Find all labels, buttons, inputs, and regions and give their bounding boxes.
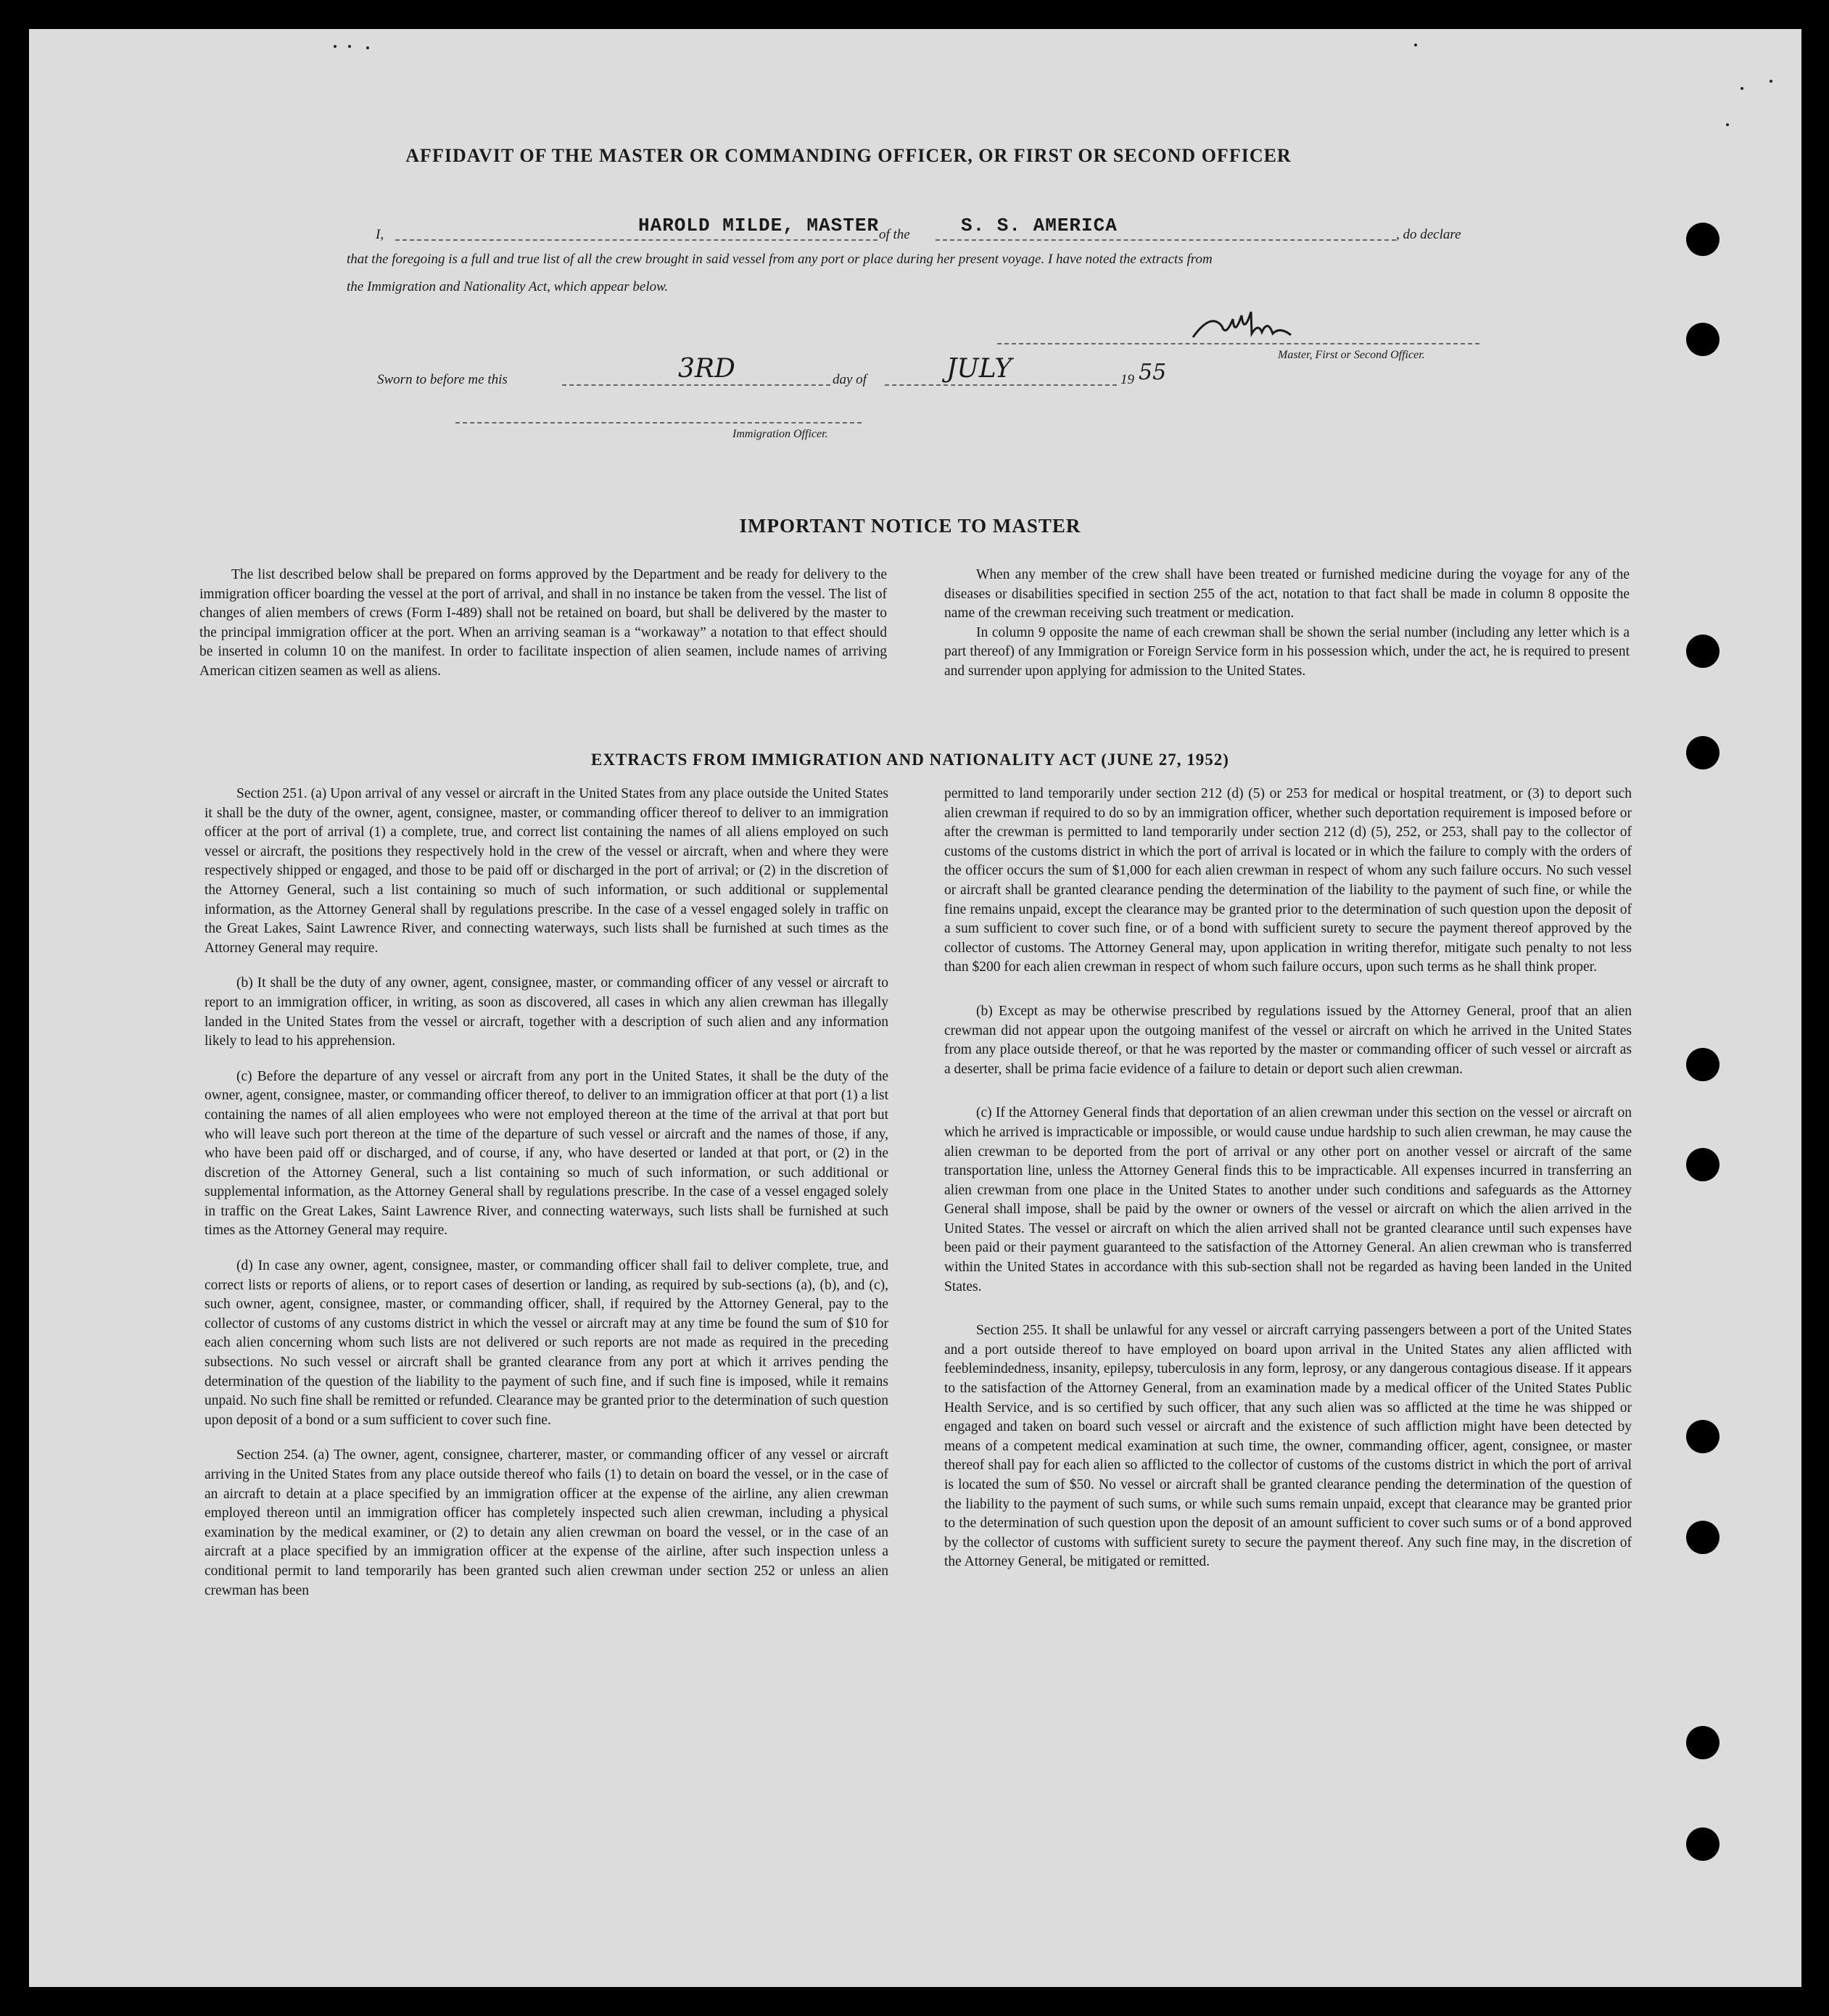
binder-hole	[1686, 1048, 1719, 1081]
sworn-day-field: 3RD	[678, 354, 735, 384]
i-label: I,	[376, 227, 384, 242]
declaration-line-1: that the foregoing is a full and true list of all the crew brought in said vessel from any port or place during her present voyage. I have noted the extracts from	[347, 252, 1213, 267]
section-251-a: Section 251. (a) Upon arrival of any vessel or aircraft in the United States from any place outside the United States it shall be the duty of the owner, agent, consignee, master, or commanding officer thereof to deliver to an immigration officer at the port of arrival (1) a complete, true, and correct list containing the names of all aliens employed on such vessel or aircraft, the positions they respectively hold in the crew of the vessel or aircraft, when and where they were respectively shipped or engaged, and those to be paid off or discharged in the port of arrival; or (2) in the discretion of the Attorney General, such a list containing so much of such information, or such additional or supplemental information, as the Attorney General shall by regulations prescribe. In the case of a vessel engaged solely in traffic on the Great Lakes, Saint Lawrence River, and connecting waterways, such lists shall be furnished at such times as the Attorney General may require.	[205, 786, 888, 956]
declaration-line-2: the Immigration and Nationality Act, which appear below.	[347, 279, 669, 294]
binder-hole	[1686, 1148, 1719, 1181]
notice-title: IMPORTANT NOTICE TO MASTER	[739, 515, 1081, 537]
section-254-c: (c) If the Attorney General finds that deportation of an alien crewman under this section on the vessel or aircraft on which he arrived is impracticable or impossible, or would cause undue hardship to such alien crewman, he may cause the alien crewman to be deported from the port of arrival or any other port on another vessel or aircraft of the same transportation line, unless the Attorney General finds this to be impracticable. All expenses incurred in transferring an alien crewman from one place in the United States to another under such conditions and safeguards as the Attorney General shall impose, shall be paid by the owner or owners of the vessel or aircraft on which the alien arrived in the United States. The vessel or aircraft on which the alien arrived shall not be granted clearance until such expenses have been paid or their payment guaranteed to the satisfaction of the Attorney General. An alien crewman who is transferred within the United States in accordance with this sub-section shall not be regarded as having been landed in the United States.	[944, 1105, 1632, 1294]
notice-right-paragraph-1: When any member of the crew shall have been treated or furnished medicine during the voyage for any of the diseases or disabilities specified in section 255 of the act, notation to that fact shall be made in column 8 opposite the name of the crewman receiving such treatment or medication.	[944, 567, 1630, 621]
section-254-b: (b) Except as may be otherwise prescribed by regulations issued by the Attorney General, proof that an alien crewman did not appear upon the outgoing manifest of the vessel or aircraft on which he arrived in the United States from any place outside thereof, or that he was reported by the master or commanding officer of such vessel or aircraft as a deserter, shall be prima facie evidence of a failure to detain or deport such alien crewman.	[944, 1003, 1632, 1077]
extracts-title: EXTRACTS FROM IMMIGRATION AND NATIONALITY ACT (JUNE 27, 1952)	[591, 751, 1229, 769]
affidavit-title: AFFIDAVIT OF THE MASTER OR COMMANDING OFFICER, OR FIRST OR SECOND OFFICER	[405, 145, 1292, 166]
extracts-right-column	[944, 785, 1632, 1572]
notice-left-text	[199, 566, 887, 682]
master-name-field: HAROLD MILDE, MASTER	[638, 215, 880, 236]
binder-hole	[1686, 323, 1719, 356]
binder-hole	[1686, 1420, 1719, 1453]
section-251-b: (b) It shall be the duty of any owner, agent, consignee, master, or commanding officer of any vessel or aircraft to report to an immigration officer, in writing, as soon as discovered, all cases in which any alien crewman has illegally landed in the United States from the vessel or aircraft, together with a description of such alien and any information likely to lead to his apprehension.	[205, 975, 888, 1049]
vessel-name-field: S. S. AMERICA	[961, 215, 1118, 236]
binder-hole	[1686, 635, 1719, 668]
section-251-d: (d) In case any owner, agent, consignee, master, or commanding officer shall fail to deliver complete, true, and correct lists or reports of aliens, or to report cases of desertion or landing, as required by sub-sections (a), (b), and (c), such owner, agent, consignee, master, or commanding officer, shall, if required by the Attorney General, pay to the collector of customs of any customs district in which the vessel or aircraft may at any time be found the sum of $10 for each alien concerning whom such lists are not delivered or such reports are not made as required in the preceding subsections. No such vessel or aircraft shall be granted clearance from any port at which it arrives pending the determination of the question of the liability to the payment of such fine, and if such fine is imposed, while it remains unpaid. No such fine shall be remitted or refunded. Clearance may be granted prior to the determination of such question upon deposit of a bond or a sum sufficient to cover such fine.	[205, 1258, 888, 1428]
do-declare-label: , do declare	[1396, 227, 1461, 242]
notice-left-paragraph: The list described below shall be prepared on forms approved by the Department and be ready for delivery to the immigration officer boarding the vessel at the port of arrival, and shall in no instance be taken from the vessel. The list of changes of alien members of crews (Form I-489) shall not be retained on board, but shall be delivered by the master to the principal immigration officer at the port. When an arriving seaman is a “workaway” a notation to that effect should be inserted in column 10 on the manifest. In order to facilitate inspection of alien seamen, include names of arriving American citizen seamen as well as aliens.	[199, 567, 887, 679]
section-255: Section 255. It shall be unlawful for any vessel or aircraft carrying passengers between a port of the United States and a port outside thereof to have employed on board upon arrival in the United States any alien afflicted with feeblemindedness, insanity, epilepsy, tuberculosis in any form, leprosy, or any dangerous contagious disease. If it appears to the satisfaction of the Attorney General, from an examination made by a medical officer of the United States Public Health Service, and is so certified by such officer, that any such alien was so afflicted at the time he was shipped or engaged and taken on board such vessel or aircraft and the existence of such affliction might have been detected by means of a competent medical examination at such time, the owner, commanding officer, agent, consignee, or master thereof shall pay for each alien so afflicted to the collector of customs of the customs district in which the port of arrival is located the sum of $50. No vessel or aircraft shall be granted clearance pending the determination of the question of the liability to the payment of such sums, or while such sums remain unpaid, except that clearance may be granted prior to the determination of such question upon the deposit of an amount sufficient to cover such sums or of a bond approved by the collector of customs with sufficient surety to secure the payment thereof. Any such fine may, in the discretion of the Attorney General, be mitigated or remitted.	[944, 1323, 1632, 1570]
binder-hole	[1686, 223, 1719, 256]
binder-hole	[1686, 1521, 1719, 1554]
binder-hole	[1686, 1827, 1719, 1861]
section-254-a-cont: permitted to land temporarily under section 212 (d) (5) or 253 for medical or hospital treatment, or (3) to deport such alien crewman if required to do so by an immigration officer, whether such deportation requirement is imposed before or after the crewman is permitted to land temporarily under section 212 (d) (5), 252, or 253, shall pay to the collector of customs of the customs district in which the port of arrival is located or in which the failure to comply with the orders of the officer occurs the sum of $1,000 for each alien crewman in respect of whom any such failure occurs. No such vessel or aircraft shall be granted clearance pending the determination of the liability to the payment of such fine, or while the fine remains unpaid, except the clearance may be granted prior to the determination of such question upon the deposit of a sum sufficient to cover such fine, or of a bond with sufficient surety to secure the payment thereof approved by the collector of customs. The Attorney General may, upon application in writing therefor, mitigate such penalty to not less than $200 for each alien crewman in respect of whom such failure occurs, upon such terms as he shall think proper.	[944, 786, 1632, 975]
sworn-label: Sworn to before me this	[377, 372, 508, 387]
year-suffix-field: 55	[1139, 360, 1167, 385]
officer-caption: Immigration Officer.	[732, 428, 828, 440]
sworn-month-field: JULY	[946, 354, 1012, 384]
year-prefix: 19	[1120, 372, 1134, 387]
of-the-label: of the	[879, 227, 910, 242]
master-signature	[1189, 305, 1305, 348]
binder-hole	[1686, 736, 1719, 769]
section-254-a: Section 254. (a) The owner, agent, consignee, charterer, master, or commanding officer of any vessel or aircraft arriving in the United States from any place outside thereof who fails (1) to detain on board the vessel, or in the case of an aircraft to detain at a place specified by an immigration officer at the expense of the airline, any alien crewman employed thereon until an immigration officer has completely inspected such alien crewman, including a physical examination by the medical examiner, or (2) to detain any alien crewman on board the vessel, or in the case of an aircraft at a place specified by an immigration officer at the expense of the airline, after such inspection unless a conditional permit to land temporarily has been granted such alien crewman under section 252 or unless an alien crewman has been	[205, 1447, 888, 1598]
binder-hole	[1686, 1726, 1719, 1759]
extracts-left-column	[205, 785, 888, 1600]
notice-right-paragraph-2: In column 9 opposite the name of each crewman shall be shown the serial number (including any letter which is a part thereof) of any Immigration or Foreign Service form in his possession which, under the act, he is required to present and surrender upon applying for admission to the United States.	[944, 624, 1630, 679]
notice-right-text	[944, 566, 1630, 682]
section-251-c: (c) Before the departure of any vessel or aircraft from any port in the United States, it shall be the duty of the owner, agent, consignee, master, or commanding officer thereof, to deliver to an immigration officer at that port (1) a list containing the names of all alien employees who were not employed thereon at the time of the arrival at that port but who will leave such port thereon at the time of the departure of such vessel or aircraft and the names of those, if any, who have been paid off or discharged, and of course, if any, who have deserted or landed at that port, or (2) in the discretion of the Attorney General, such a list containing so much of such information, or such additional or supplemental information, as the Attorney General shall by regulations prescribe. In the case of a vessel engaged solely in traffic on the Great Lakes, Saint Lawrence River, and connecting waterways, such lists shall be furnished at such times as the Attorney General may require.	[205, 1068, 888, 1239]
signature-caption: Master, First or Second Officer.	[1278, 349, 1425, 361]
day-of-label: day of	[833, 372, 867, 387]
